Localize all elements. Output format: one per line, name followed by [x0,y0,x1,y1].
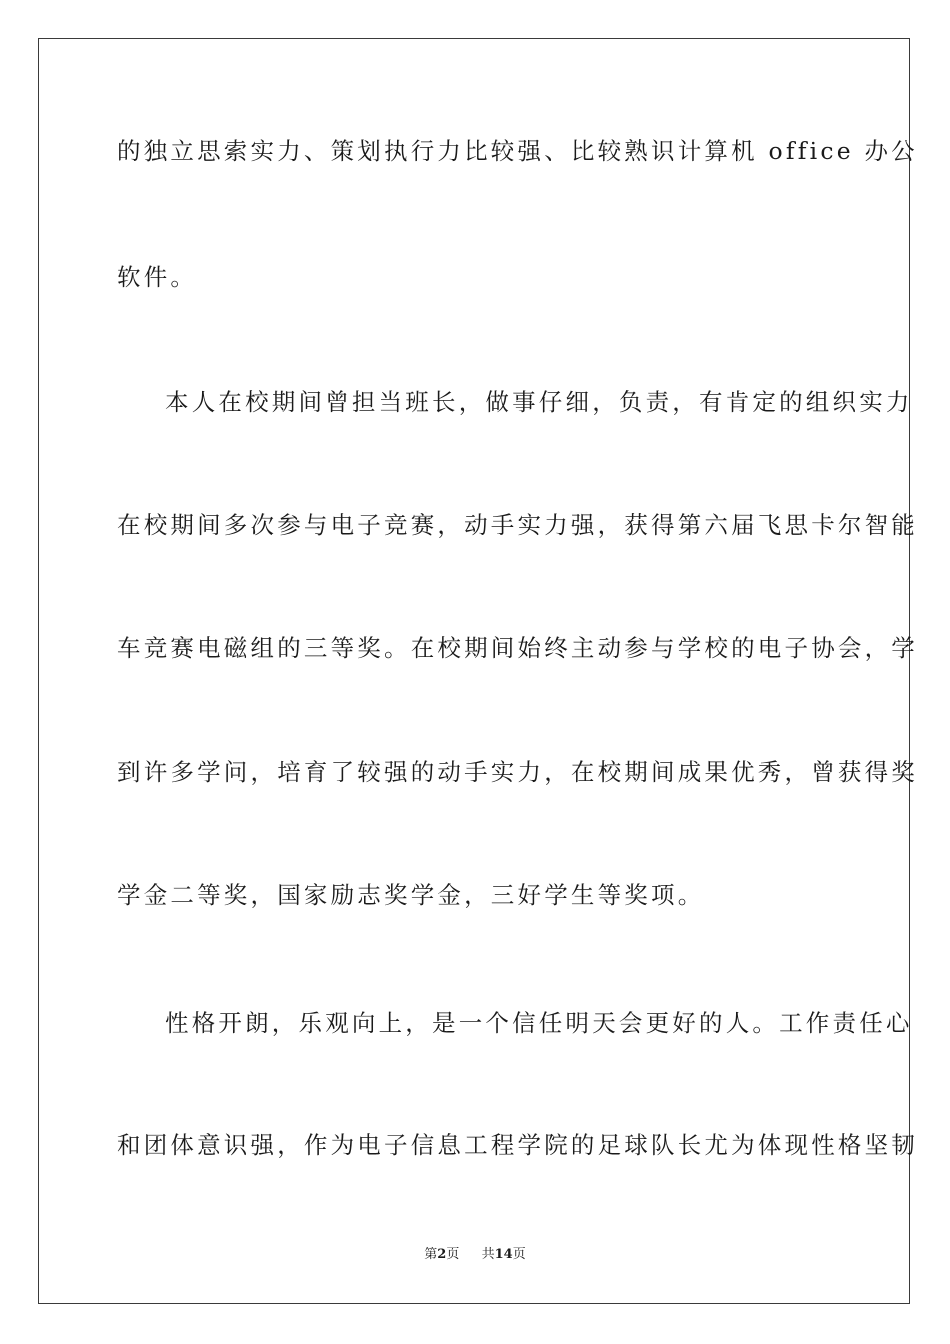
total-pages-label [482,1247,526,1262]
text-line: 在校期间多次参与电子竞赛，动手实力强，获得第六届飞思卡尔智能 [117,511,918,539]
paragraph-start-line: 本人在校期间曾担当班长，做事仔细，负责，有肯定的组织实力 [165,388,913,416]
text-line: 学金二等奖，国家励志奖学金，三好学生等奖项。 [117,881,705,909]
text-line: 到许多学问，培育了较强的动手实力，在校期间成果优秀，曾获得奖 [117,758,918,786]
total-suffix: 页 [512,1247,526,1262]
text-line: 车竞赛电磁组的三等奖。在校期间始终主动参与学校的电子协会，学 [117,634,918,662]
text-line: 和团体意识强，作为电子信息工程学院的足球队长尤为体现性格坚韧 [117,1131,918,1159]
text-line: 软件。 [117,263,198,291]
page-suffix: 页 [446,1247,460,1262]
paragraph-start-line: 性格开朗，乐观向上，是一个信任明天会更好的人。工作责任心 [165,1009,913,1037]
total-page-count: 14 [494,1247,513,1262]
page-number-label [424,1247,463,1262]
page-footer [0,1246,950,1264]
text-line: 的独立思索实力、策划执行力比较强、比较熟识计算机 office 办公 [117,137,918,165]
total-prefix: 共 [481,1247,495,1262]
page-prefix: 第 [424,1247,438,1262]
page-border [38,38,918,1304]
current-page-number: 2 [437,1247,447,1262]
